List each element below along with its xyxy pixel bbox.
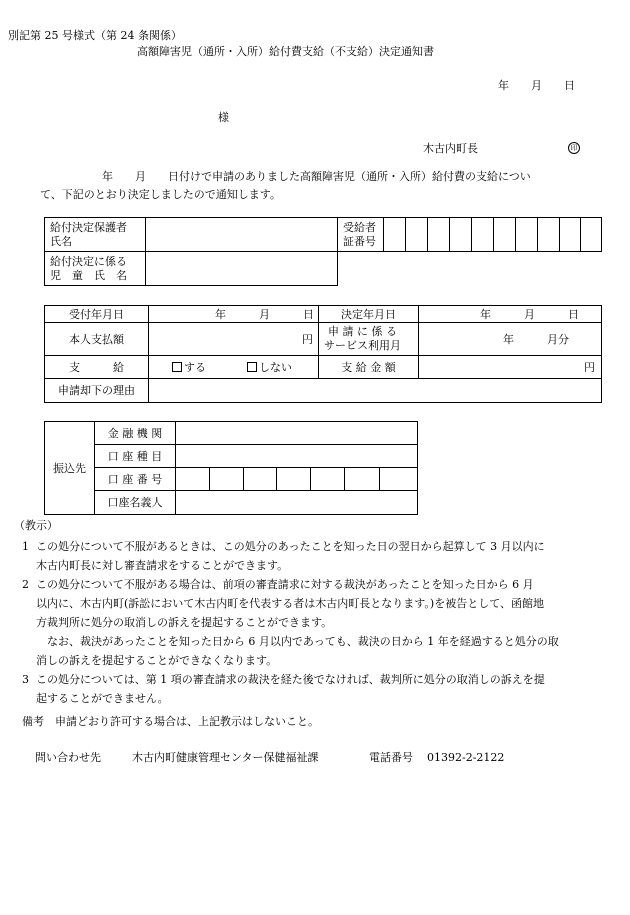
issue-date: 年 月 日 (498, 79, 575, 92)
decision-date-value: 年 月 日 (480, 307, 579, 321)
remarks: 備考 申請どおり許可する場合は、上記教示はしないこと。 (22, 715, 319, 728)
checkbox-icon[interactable] (172, 362, 182, 372)
account-holder-label: 口座名義人 (107, 496, 163, 509)
notice-heading: （教示） (14, 519, 58, 532)
notice-item-3: 3 この処分については、第 1 項の審査請求の裁決を経た後でなければ、裁判所に処分の取消しの訴えを提 起することができません。 (22, 673, 545, 705)
checkbox-icon[interactable] (247, 362, 257, 372)
payment-option-yes[interactable]: する (172, 356, 206, 378)
rejection-reason-label: 申請却下の理由 (58, 384, 135, 397)
phone-label: 電話番号 (369, 751, 413, 764)
receipt-date-label: 受付年月日 (69, 307, 124, 321)
receipt-date-value: 年 月 日 (215, 307, 314, 321)
service-month-label: 申 請 に 係 る サービス利用月 (324, 325, 401, 352)
guardian-name-label: 給付決定保護者 氏名 (50, 221, 127, 248)
account-type-label: 口 座 種 目 (107, 449, 163, 463)
child-name-label: 給付決定に係る 児 童 氏 名 (50, 255, 127, 282)
payment-amount-yen: 円 (584, 360, 595, 374)
seal-icon: 印 (568, 142, 580, 154)
document-title: 高額障害児（通所・入所）給付費支給（不支給）決定通知書 (137, 45, 434, 58)
form-number: 別記第 25 号様式（第 24 条関係） (8, 29, 182, 42)
payment-option-no[interactable]: しない (247, 356, 292, 378)
issuer-name: 木古内町長 (423, 142, 478, 155)
service-month-value: 年 月分 (503, 332, 569, 346)
recipient-number-label: 受給者 証番号 (343, 221, 376, 248)
notice-item-2: 2 この処分について不服がある場合は、前項の審査請求に対する裁決があったことを知った日から 6 月 以内に、木古内町(訴訟において木古内町を代表する者は木古内町長となります。)を被告として、函館地 方裁判所に処分の取消しの訴えを提起することができます。 (22, 578, 544, 629)
contact-department: 木古内町健康管理センター保健福祉課 (132, 751, 319, 764)
account-number-label: 口 座 番 号 (107, 472, 163, 486)
intro-line-1: 年 月 日付けで申請のありました高額障害児（通所・入所）給付費の支給につい (102, 170, 531, 183)
addressee-suffix: 様 (218, 111, 229, 124)
contact-label: 問い合わせ先 (35, 751, 101, 764)
notice-item-2-note: なお、裁決があったことを知った日から 6 月以内であっても、裁決の日から 1 年を経過すると処分の取 消しの訴えを提起することができなくなります。 (36, 635, 559, 667)
bank-label: 金 融 機 関 (107, 426, 163, 440)
transfer-label: 振込先 (53, 461, 86, 475)
intro-line-2: て、下記のとおり決定しましたので通知します。 (40, 188, 281, 201)
phone-number: 01392-2-2122 (427, 751, 505, 764)
decision-date-label: 決定年月日 (341, 307, 396, 321)
payment-amount-label: 支 給 金 額 (341, 360, 396, 374)
notice-item-1: 1 この処分について不服があるときは、この処分のあったことを知った日の翌日から起算して 3 月以内に 木古内町長に対し審査請求をすることができます。 (22, 540, 545, 572)
payment-label: 支 給 (69, 360, 124, 374)
self-pay-label: 本人支払額 (69, 332, 124, 346)
self-pay-yen: 円 (302, 332, 313, 346)
